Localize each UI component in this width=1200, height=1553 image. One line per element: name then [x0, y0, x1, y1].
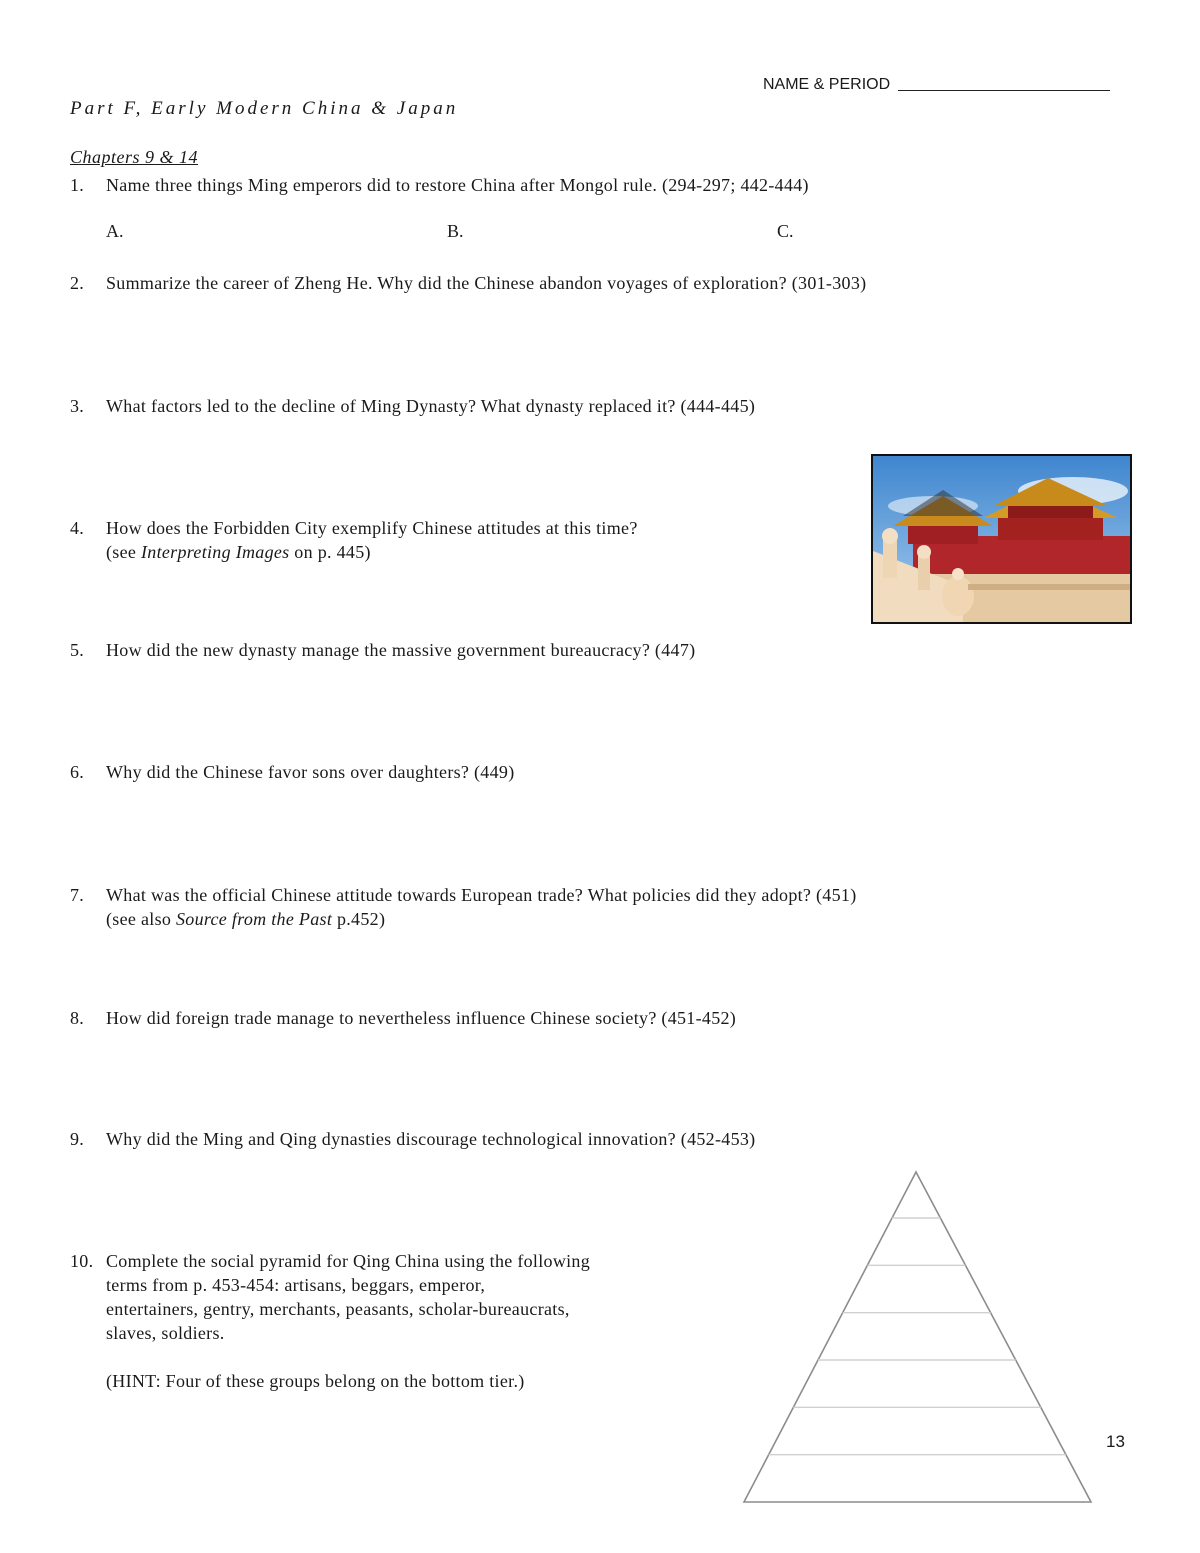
question-line: Complete the social pyramid for Qing China using the following	[106, 1251, 591, 1271]
answer-option-b: B.	[447, 221, 464, 241]
question-text: Why did the Ming and Qing dynasties discourage technological innovation? (452-453)	[106, 1129, 756, 1149]
question-text: How did foreign trade manage to nevertheless influence Chinese society? (451-452)	[106, 1008, 737, 1028]
question-number: 10.	[70, 1251, 94, 1271]
hint-text: (HINT: Four of these groups belong on the bottom tier.)	[106, 1371, 525, 1391]
question-text: What was the official Chinese attitude towards European trade? What policies did they adopt? (451)	[106, 885, 857, 905]
reference-title: Interpreting Images	[140, 542, 290, 562]
social-pyramid	[740, 1168, 1100, 1518]
question-text: Name three things Ming emperors did to restore China after Mongol rule. (294-297; 442-444)	[106, 175, 809, 195]
question-number: 7.	[70, 885, 85, 905]
question-reference	[106, 540, 371, 564]
reference-title: Source from the Past	[175, 909, 333, 929]
question-text: Summarize the career of Zheng He. Why did the Chinese abandon voyages of exploration? (301-303)	[106, 273, 867, 293]
question-reference	[106, 907, 385, 931]
question-text: Why did the Chinese favor sons over daughters? (449)	[106, 762, 515, 782]
question-text: How did the new dynasty manage the massive government bureaucracy? (447)	[106, 640, 696, 660]
question-number: 4.	[70, 518, 85, 538]
pyramid-outline	[744, 1172, 1091, 1502]
answer-option-c: C.	[777, 221, 794, 241]
answer-option-a: A.	[106, 221, 124, 241]
page-number: 13	[1106, 1432, 1125, 1451]
reference-suffix: on p. 445)	[289, 542, 371, 562]
question-number: 8.	[70, 1008, 85, 1028]
name-period-field	[763, 76, 1110, 94]
question-text: How does the Forbidden City exemplify Chinese attitudes at this time?	[106, 518, 638, 538]
forbidden-city-image	[871, 454, 1132, 624]
name-period-label: NAME & PERIOD	[763, 76, 891, 93]
question-text: What factors led to the decline of Ming Dynasty? What dynasty replaced it? (444-445)	[106, 396, 756, 416]
name-period-blank[interactable]	[898, 90, 1110, 91]
part-title: Part F, Early Modern China & Japan	[70, 98, 459, 119]
question-text	[106, 1249, 726, 1393]
question-number: 5.	[70, 640, 85, 660]
reference-prefix: (see also	[106, 909, 176, 929]
question-line: entertainers, gentry, merchants, peasants, scholar-bureaucrats,	[106, 1299, 570, 1319]
reference-suffix: p.452)	[332, 909, 386, 929]
question-line: slaves, soldiers.	[106, 1323, 225, 1343]
question-number: 3.	[70, 396, 85, 416]
question-number: 1.	[70, 175, 85, 195]
question-line: terms from p. 453-454: artisans, beggars, emperor,	[106, 1275, 486, 1295]
reference-prefix: (see	[106, 542, 141, 562]
question-number: 9.	[70, 1129, 85, 1149]
question-number: 2.	[70, 273, 85, 293]
question-number: 6.	[70, 762, 85, 782]
chapters-heading: Chapters 9 & 14	[70, 147, 199, 167]
